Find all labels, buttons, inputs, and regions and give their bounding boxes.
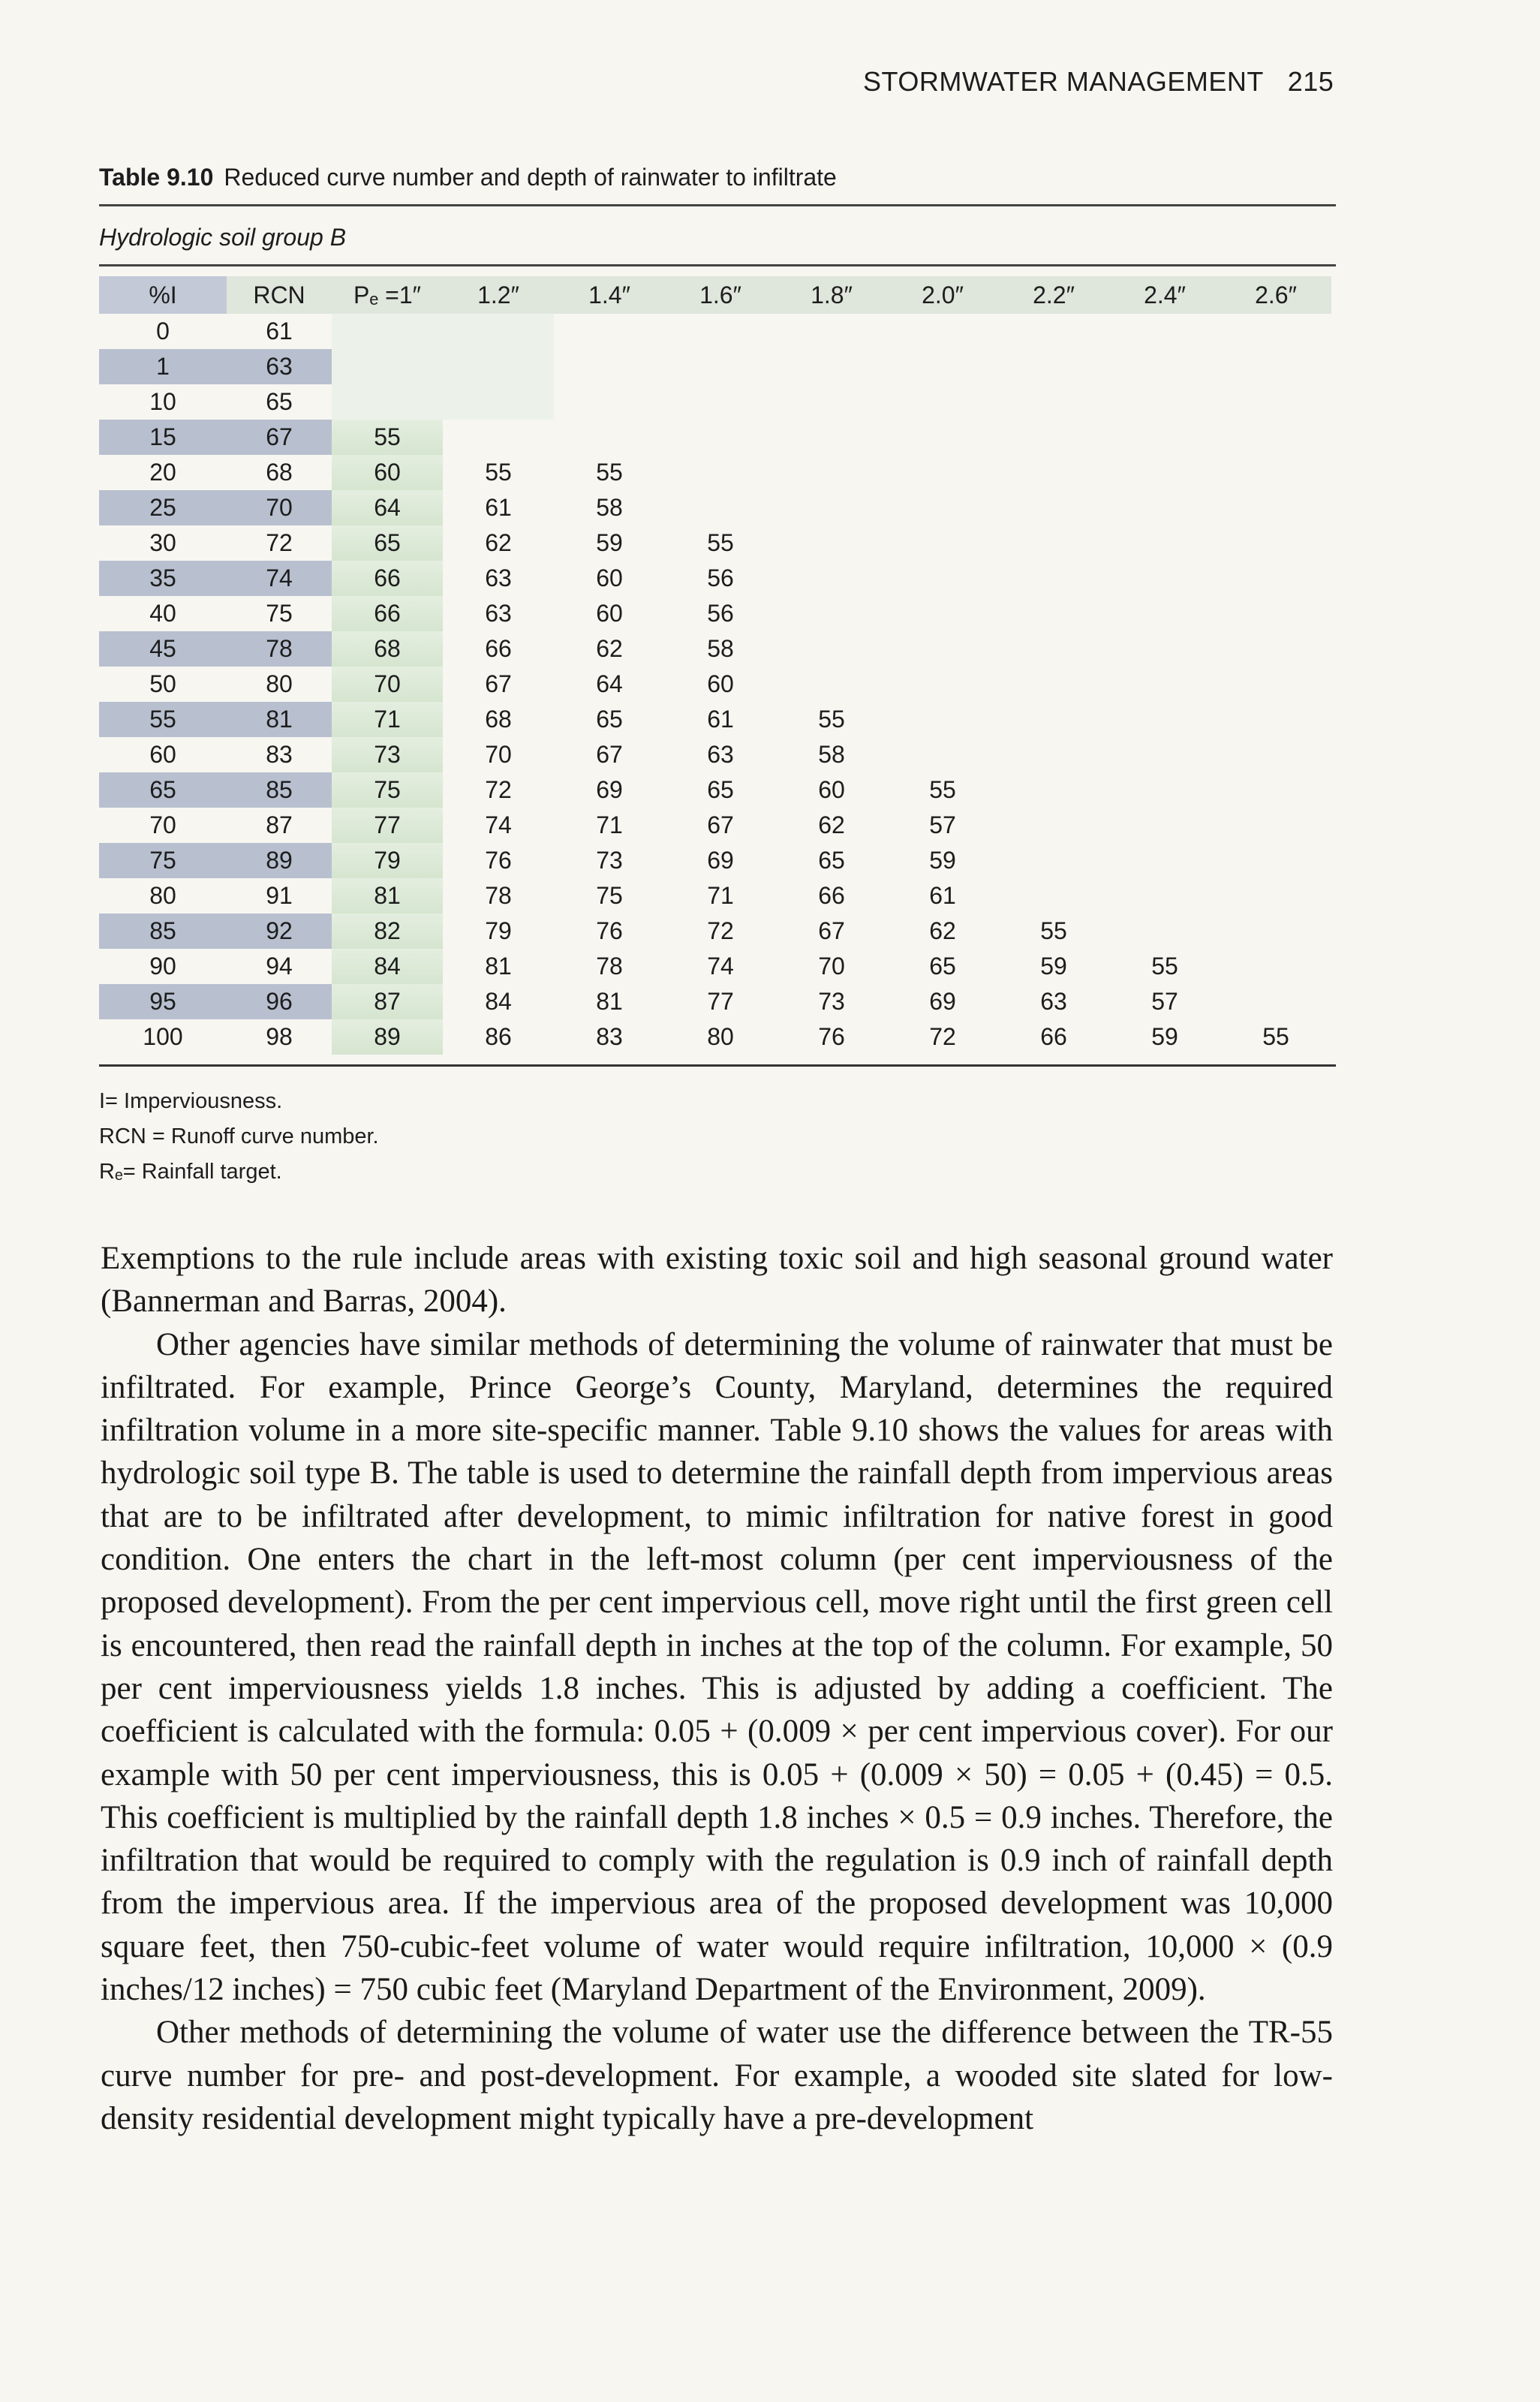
impervious-cell: 10 xyxy=(149,388,176,415)
value-cell: 63 xyxy=(485,600,512,627)
value-cell xyxy=(554,314,665,349)
value-cell xyxy=(1109,914,1220,949)
value-cell xyxy=(1109,596,1220,631)
rcn-cell: 80 xyxy=(266,670,293,697)
value-cell xyxy=(776,384,887,420)
value-cell: 57 xyxy=(1151,988,1178,1015)
value-cell xyxy=(1220,561,1331,596)
value-cell xyxy=(665,420,776,455)
table-row xyxy=(99,384,1331,420)
running-header-title: STORMWATER MANAGEMENT xyxy=(863,66,1264,97)
value-cell xyxy=(998,525,1109,561)
value-cell xyxy=(998,596,1109,631)
page-number: 215 xyxy=(1287,66,1334,97)
column-header: 1.8″ xyxy=(776,276,887,314)
value-cell xyxy=(887,596,998,631)
value-cell xyxy=(332,314,443,349)
column-header: RCN xyxy=(227,276,332,314)
value-cell xyxy=(887,384,998,420)
value-cell xyxy=(1109,349,1220,384)
value-cell xyxy=(1220,667,1331,702)
value-cell xyxy=(1220,631,1331,667)
value-cell xyxy=(1220,808,1331,843)
value-cell: 74 xyxy=(485,811,512,838)
table-row xyxy=(99,314,1331,349)
value-cell: 73 xyxy=(332,737,443,772)
column-header: 1.6″ xyxy=(665,276,776,314)
value-cell xyxy=(776,561,887,596)
value-cell: 81 xyxy=(596,988,623,1015)
value-cell: 75 xyxy=(596,882,623,909)
rcn-cell: 98 xyxy=(266,1023,293,1050)
value-cell xyxy=(998,702,1109,737)
value-cell xyxy=(1220,878,1331,914)
value-cell xyxy=(665,455,776,490)
value-cell xyxy=(1109,314,1220,349)
value-cell: 62 xyxy=(485,529,512,556)
value-cell: 79 xyxy=(485,917,512,944)
value-cell xyxy=(776,314,887,349)
rcn-cell: 75 xyxy=(266,600,293,627)
rcn-cell: 87 xyxy=(266,811,293,838)
value-cell xyxy=(887,561,998,596)
value-cell: 59 xyxy=(1151,1023,1178,1050)
value-cell: 79 xyxy=(332,843,443,878)
value-cell xyxy=(887,490,998,525)
table-row xyxy=(99,596,1331,631)
value-cell: 70 xyxy=(332,667,443,702)
value-cell: 57 xyxy=(929,811,956,838)
column-header: 2.6″ xyxy=(1220,276,1331,314)
value-cell xyxy=(1109,737,1220,772)
value-cell xyxy=(1220,349,1331,384)
rcn-cell: 83 xyxy=(266,741,293,768)
impervious-cell: 85 xyxy=(99,914,227,949)
value-cell: 55 xyxy=(1262,1023,1289,1050)
value-cell: 63 xyxy=(1040,988,1067,1015)
rcn-cell: 89 xyxy=(227,843,332,878)
value-cell xyxy=(887,667,998,702)
value-cell: 55 xyxy=(818,706,845,733)
rcn-cell: 91 xyxy=(266,882,293,909)
column-header: 2.2″ xyxy=(998,276,1109,314)
impervious-cell: 1 xyxy=(99,349,227,384)
value-cell: 78 xyxy=(485,882,512,909)
value-cell xyxy=(1109,525,1220,561)
value-cell xyxy=(887,455,998,490)
table-bottom-rule xyxy=(99,1064,1336,1067)
value-cell xyxy=(998,490,1109,525)
value-cell xyxy=(443,349,554,384)
impervious-cell: 55 xyxy=(99,702,227,737)
column-header: Pₑ =1″ xyxy=(332,276,443,314)
paragraph: Other methods of determining the volume of water use the difference between the TR-55 curve number for pre- and post-development. For example, a wooded site slated for low-density residential development might typically have a pre-development xyxy=(101,2015,1333,2136)
column-header: 1.4″ xyxy=(554,276,665,314)
rcn-cell: 63 xyxy=(227,349,332,384)
impervious-cell: 95 xyxy=(99,984,227,1019)
value-cell: 60 xyxy=(596,600,623,627)
rcn-cell: 94 xyxy=(266,953,293,980)
value-cell: 72 xyxy=(707,917,734,944)
value-cell xyxy=(776,490,887,525)
value-cell: 55 xyxy=(485,459,512,486)
value-cell: 66 xyxy=(818,882,845,909)
value-cell xyxy=(1109,772,1220,808)
value-cell: 72 xyxy=(485,776,512,803)
value-cell: 61 xyxy=(485,494,512,521)
value-cell: 62 xyxy=(596,635,623,662)
value-cell xyxy=(1220,843,1331,878)
table-row xyxy=(99,420,1331,455)
value-cell: 73 xyxy=(596,847,623,874)
impervious-cell: 35 xyxy=(99,561,227,596)
value-cell xyxy=(887,525,998,561)
value-cell: 72 xyxy=(929,1023,956,1050)
value-cell xyxy=(887,349,998,384)
value-cell xyxy=(998,420,1109,455)
value-cell: 75 xyxy=(332,772,443,808)
rcn-cell: 61 xyxy=(266,318,293,345)
table-header-rule xyxy=(99,264,1336,266)
value-cell: 55 xyxy=(596,459,623,486)
table-row xyxy=(99,737,1331,772)
value-cell: 68 xyxy=(485,706,512,733)
note-imperviousness: I= Imperviousness. xyxy=(99,1089,283,1113)
value-cell: 86 xyxy=(485,1023,512,1050)
value-cell: 66 xyxy=(332,561,443,596)
impervious-cell: 25 xyxy=(99,490,227,525)
value-cell xyxy=(1109,490,1220,525)
value-cell: 77 xyxy=(332,808,443,843)
value-cell: 59 xyxy=(1040,953,1067,980)
value-cell xyxy=(887,314,998,349)
value-cell: 76 xyxy=(485,847,512,874)
table-row xyxy=(99,490,1331,525)
value-cell: 66 xyxy=(332,596,443,631)
value-cell xyxy=(1220,914,1331,949)
value-cell: 60 xyxy=(596,564,623,591)
rcn-cell: 78 xyxy=(227,631,332,667)
value-cell xyxy=(554,384,665,420)
value-cell: 55 xyxy=(929,776,956,803)
value-cell xyxy=(332,384,443,420)
column-header: 2.4″ xyxy=(1109,276,1220,314)
table-row xyxy=(99,984,1331,1019)
value-cell xyxy=(1220,702,1331,737)
value-cell xyxy=(998,808,1109,843)
impervious-cell: 60 xyxy=(149,741,176,768)
value-cell: 64 xyxy=(332,490,443,525)
value-cell: 63 xyxy=(485,564,512,591)
value-cell xyxy=(443,384,554,420)
table-body xyxy=(99,314,1331,1055)
value-cell: 65 xyxy=(596,706,623,733)
table-label: Table 9.10 xyxy=(99,164,214,191)
value-cell: 67 xyxy=(485,670,512,697)
value-cell xyxy=(1109,702,1220,737)
value-cell: 65 xyxy=(332,525,443,561)
impervious-cell: 65 xyxy=(99,772,227,808)
table-row xyxy=(99,702,1331,737)
value-cell: 58 xyxy=(818,741,845,768)
table-row xyxy=(99,843,1331,878)
value-cell: 59 xyxy=(596,529,623,556)
value-cell: 74 xyxy=(707,953,734,980)
value-cell: 81 xyxy=(332,878,443,914)
value-cell xyxy=(998,878,1109,914)
table-row xyxy=(99,949,1331,984)
table-header-row xyxy=(99,276,1331,314)
value-cell xyxy=(665,314,776,349)
impervious-cell: 80 xyxy=(149,882,176,909)
impervious-cell: 15 xyxy=(99,420,227,455)
value-cell xyxy=(887,420,998,455)
value-cell xyxy=(1220,420,1331,455)
value-cell: 87 xyxy=(332,984,443,1019)
impervious-cell: 75 xyxy=(99,843,227,878)
table-row xyxy=(99,878,1331,914)
value-cell: 67 xyxy=(818,917,845,944)
value-cell: 66 xyxy=(485,635,512,662)
table-caption xyxy=(99,164,837,191)
value-cell: 60 xyxy=(818,776,845,803)
note-rainfall-target: Rₑ= Rainfall target. xyxy=(99,1160,282,1184)
rcn-cell: 85 xyxy=(227,772,332,808)
table-row xyxy=(99,525,1331,561)
value-cell xyxy=(1109,667,1220,702)
value-cell xyxy=(443,314,554,349)
value-cell xyxy=(1220,737,1331,772)
value-cell: 62 xyxy=(929,917,956,944)
value-cell xyxy=(776,455,887,490)
value-cell: 63 xyxy=(707,741,734,768)
impervious-cell: 30 xyxy=(149,529,176,556)
value-cell: 55 xyxy=(1040,917,1067,944)
value-cell xyxy=(1220,455,1331,490)
value-cell: 66 xyxy=(1040,1023,1067,1050)
value-cell: 56 xyxy=(707,564,734,591)
impervious-cell: 70 xyxy=(149,811,176,838)
rcn-cell: 70 xyxy=(227,490,332,525)
value-cell: 62 xyxy=(818,811,845,838)
value-cell xyxy=(887,737,998,772)
value-cell xyxy=(1220,314,1331,349)
table-row xyxy=(99,1019,1331,1055)
value-cell xyxy=(1109,455,1220,490)
table-row xyxy=(99,667,1331,702)
rcn-cell: 74 xyxy=(227,561,332,596)
column-header: 1.2″ xyxy=(443,276,554,314)
value-cell xyxy=(665,384,776,420)
rcn-cell: 96 xyxy=(227,984,332,1019)
value-cell xyxy=(1220,949,1331,984)
value-cell xyxy=(776,631,887,667)
value-cell xyxy=(776,349,887,384)
value-cell xyxy=(1109,843,1220,878)
value-cell: 69 xyxy=(929,988,956,1015)
value-cell: 65 xyxy=(929,953,956,980)
value-cell: 69 xyxy=(596,776,623,803)
value-cell: 55 xyxy=(332,420,443,455)
value-cell: 55 xyxy=(1151,953,1178,980)
value-cell xyxy=(332,349,443,384)
impervious-cell: 0 xyxy=(156,318,170,345)
soil-group-label: Hydrologic soil group B xyxy=(99,224,347,251)
value-cell: 84 xyxy=(332,949,443,984)
table-notes xyxy=(99,1084,379,1190)
value-cell: 70 xyxy=(485,741,512,768)
column-header: 2.0″ xyxy=(887,276,998,314)
rcn-cell: 67 xyxy=(227,420,332,455)
value-cell: 55 xyxy=(707,529,734,556)
value-cell: 71 xyxy=(332,702,443,737)
value-cell: 73 xyxy=(818,988,845,1015)
value-cell xyxy=(887,702,998,737)
value-cell xyxy=(1109,808,1220,843)
value-cell xyxy=(1109,384,1220,420)
value-cell: 58 xyxy=(707,635,734,662)
value-cell: 56 xyxy=(707,600,734,627)
value-cell xyxy=(998,455,1109,490)
value-cell xyxy=(776,667,887,702)
value-cell: 67 xyxy=(707,811,734,838)
value-cell xyxy=(998,772,1109,808)
table-row xyxy=(99,772,1331,808)
table-row xyxy=(99,631,1331,667)
value-cell: 71 xyxy=(707,882,734,909)
value-cell xyxy=(887,631,998,667)
value-cell xyxy=(998,631,1109,667)
value-cell: 65 xyxy=(818,847,845,874)
column-header: %I xyxy=(99,276,227,314)
value-cell: 67 xyxy=(596,741,623,768)
value-cell xyxy=(776,420,887,455)
paragraph: Exemptions to the rule include areas with existing toxic soil and high seasonal ground water (Bannerman and Barras, 2004). xyxy=(101,1241,1333,1320)
value-cell: 61 xyxy=(929,882,956,909)
value-cell xyxy=(776,525,887,561)
rcn-cell: 92 xyxy=(227,914,332,949)
value-cell: 84 xyxy=(485,988,512,1015)
table-row xyxy=(99,914,1331,949)
value-cell xyxy=(998,349,1109,384)
note-rcn: RCN = Runoff curve number. xyxy=(99,1124,379,1148)
value-cell xyxy=(1220,984,1331,1019)
body-text xyxy=(101,1237,1333,2140)
rcn-cell: 65 xyxy=(266,388,293,415)
value-cell xyxy=(1220,772,1331,808)
value-cell: 60 xyxy=(707,670,734,697)
rcn-cell: 72 xyxy=(266,529,293,556)
value-cell: 64 xyxy=(596,670,623,697)
value-cell: 76 xyxy=(596,917,623,944)
value-cell: 59 xyxy=(929,847,956,874)
value-cell xyxy=(665,349,776,384)
value-cell xyxy=(1109,878,1220,914)
value-cell: 65 xyxy=(707,776,734,803)
value-cell xyxy=(998,314,1109,349)
table-row xyxy=(99,455,1331,490)
value-cell: 68 xyxy=(332,631,443,667)
value-cell: 89 xyxy=(332,1019,443,1055)
curve-number-table xyxy=(99,276,1331,1055)
value-cell: 60 xyxy=(332,455,443,490)
value-cell xyxy=(1220,596,1331,631)
table-caption-text: Reduced curve number and depth of rainwater to infiltrate xyxy=(224,164,837,191)
value-cell: 71 xyxy=(596,811,623,838)
value-cell xyxy=(1109,420,1220,455)
value-cell xyxy=(776,596,887,631)
value-cell xyxy=(665,490,776,525)
value-cell: 69 xyxy=(707,847,734,874)
value-cell: 78 xyxy=(596,953,623,980)
value-cell: 70 xyxy=(818,953,845,980)
value-cell: 61 xyxy=(707,706,734,733)
value-cell xyxy=(998,667,1109,702)
rcn-cell: 81 xyxy=(227,702,332,737)
value-cell: 58 xyxy=(596,494,623,521)
table-row xyxy=(99,561,1331,596)
value-cell: 82 xyxy=(332,914,443,949)
value-cell xyxy=(554,349,665,384)
value-cell xyxy=(1109,631,1220,667)
value-cell xyxy=(554,420,665,455)
value-cell xyxy=(998,561,1109,596)
value-cell xyxy=(1220,490,1331,525)
paragraph: Other agencies have similar methods of determining the volume of rainwater that must be infiltrated. For example, Prince George’s County, Maryland, determines the required infiltration volume in a more site-specific manner. Table 9.10 shows the values for areas with hydrologic soil type B. The table is used to determine the rainfall depth from impervious areas that are to be infiltrated after development, to mimic infiltration for native forest in good condition. One enters the chart in the left-most column (per cent imperviousness of the proposed development). From the per cent impervious cell, move right until the first green cell is encountered, then read the rainfall depth in inches at the top of the column. For example, 50 per cent imperviousness yields 1.8 inches. This is adjusted by adding a coefficient. The coefficient is calculated with the formula: 0.05 + (0.009 × per cent impervious cover). For our example with 50 per cent imperviousness, this is 0.05 + (0.009 × 50) = 0.05 + (0.45) = 0.5. This coefficient is multiplied by the rainfall depth 1.8 inches × 0.5 = 0.9 inches. Therefore, the infiltration that would be required to comply with the regulation is 0.9 inch of rainfall depth from the impervious area. If the impervious area of the proposed development was 10,000 square feet, then 750-cubic-feet volume of water would require infiltration, 10,000 × (0.9 inches/12 inches) = 750 cubic feet (Maryland Department of the Environment, 2009). xyxy=(101,1326,1333,2008)
value-cell xyxy=(1220,384,1331,420)
value-cell xyxy=(998,384,1109,420)
table-row xyxy=(99,349,1331,384)
table-top-rule xyxy=(99,204,1336,206)
impervious-cell: 40 xyxy=(149,600,176,627)
value-cell: 80 xyxy=(707,1023,734,1050)
impervious-cell: 90 xyxy=(149,953,176,980)
value-cell: 83 xyxy=(596,1023,623,1050)
running-header xyxy=(863,66,1334,98)
value-cell xyxy=(1109,561,1220,596)
impervious-cell: 45 xyxy=(99,631,227,667)
impervious-cell: 100 xyxy=(143,1023,183,1050)
value-cell xyxy=(443,420,554,455)
value-cell xyxy=(998,843,1109,878)
value-cell: 77 xyxy=(707,988,734,1015)
impervious-cell: 20 xyxy=(149,459,176,486)
value-cell: 76 xyxy=(818,1023,845,1050)
value-cell xyxy=(1220,525,1331,561)
value-cell: 81 xyxy=(485,953,512,980)
rcn-cell: 68 xyxy=(266,459,293,486)
table-row xyxy=(99,808,1331,843)
value-cell xyxy=(998,737,1109,772)
impervious-cell: 50 xyxy=(149,670,176,697)
